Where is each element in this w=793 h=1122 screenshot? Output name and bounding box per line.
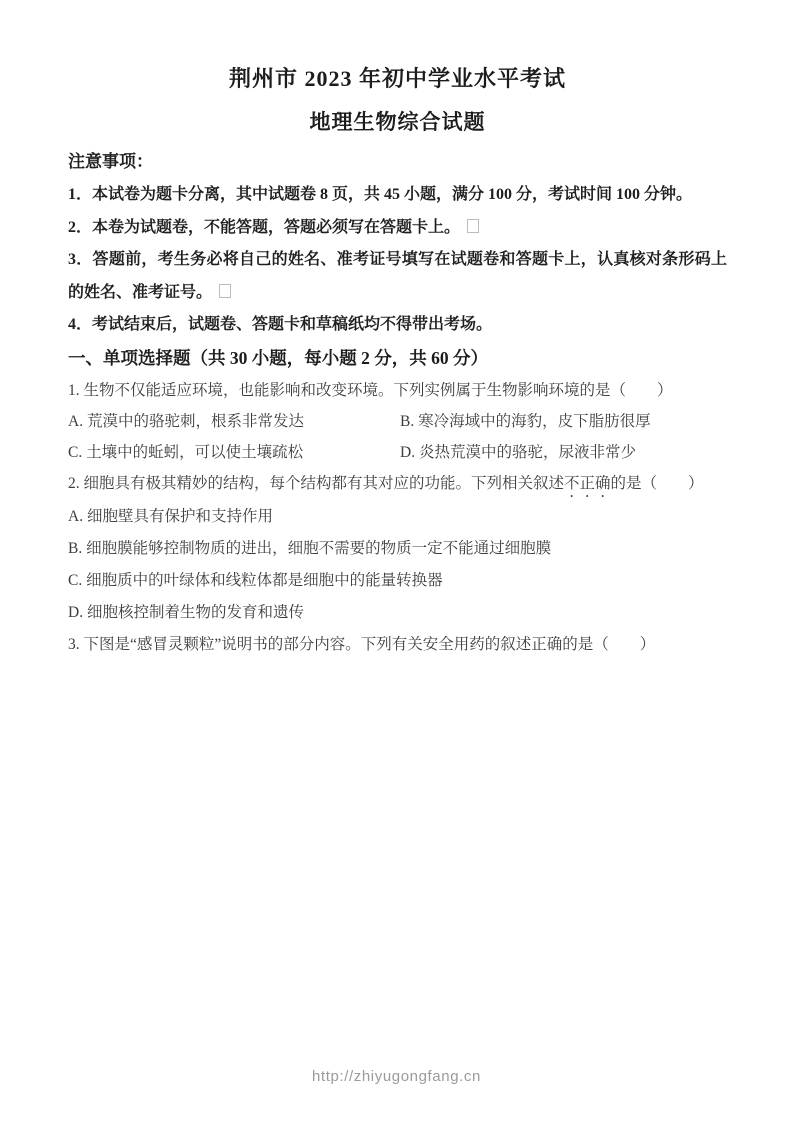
footer-url: http://zhiyugongfang.cn xyxy=(312,1068,481,1085)
notice-item-4 xyxy=(68,309,727,342)
question-2-option-b: B. 细胞膜能够控制物质的进出，细胞不需要的物质一定不能通过细胞膜 xyxy=(68,539,552,557)
question-1-options xyxy=(68,406,727,468)
notice-label: 注意事项： xyxy=(68,152,153,171)
question-1-option-c: C. 土壤中的蚯蚓，可以使土壤疏松 xyxy=(68,443,304,461)
notice-list xyxy=(68,179,727,342)
question-2-option-d: D. 细胞核控制着生物的发育和遗传 xyxy=(68,604,304,622)
exam-title: 荆州市 2023 年初中学业水平考试 xyxy=(228,66,566,91)
placeholder-box-icon xyxy=(219,284,231,298)
question-2-option-a: A. 细胞壁具有保护和支持作用 xyxy=(68,507,273,525)
notice-item-2 xyxy=(68,212,727,245)
question-2 xyxy=(68,468,727,630)
notice-item-4-text: 4．考试结束后，试题卷、答题卡和草稿纸均不得带出考场。 xyxy=(68,316,493,333)
question-2-options xyxy=(68,501,727,630)
notice-item-3 xyxy=(68,244,727,309)
question-1 xyxy=(68,375,727,468)
question-2-stem xyxy=(68,468,727,501)
question-2-stem-prefix: 2. 细胞具有极其精妙的结构，每个结构都有其对应的功能。下列相关叙述 xyxy=(68,474,565,492)
notice-item-1 xyxy=(68,179,727,212)
placeholder-box-icon xyxy=(467,219,479,233)
question-1-option-a: A. 荒漠中的骆驼刺，根系非常发达 xyxy=(68,412,304,430)
question-1-stem: 1. 生物不仅能适应环境，也能影响和改变环境。下列实例属于生物影响环境的是（ ） xyxy=(68,381,673,399)
question-1-option-b: B. 寒冷海域中的海豹，皮下脂肪很厚 xyxy=(400,412,651,430)
question-2-stem-emphasis: 不正确 xyxy=(564,474,611,492)
exam-subtitle: 地理生物综合试题 xyxy=(309,110,486,134)
notice-item-3-text: 3．答题前，考生务必将自己的姓名、准考证号填写在试题卷和答题卡上，认真核对条形码上的姓名、准考证号。 xyxy=(68,251,727,301)
section-heading-choice: 一、单项选择题（共 30 小题，每小题 2 分，共 60 分） xyxy=(68,347,488,368)
question-2-stem-suffix: 的是（ ） xyxy=(610,474,704,492)
notice-item-1-text: 1．本试卷为题卡分离，其中试题卷 8 页，共 45 小题，满分 100 分，考试时间 100 分钟。 xyxy=(68,186,693,203)
question-2-option-c: C. 细胞质中的叶绿体和线粒体都是细胞中的能量转换器 xyxy=(68,571,443,589)
footer xyxy=(0,1068,793,1086)
notice-item-2-text: 2．本卷为试题卷，不能答题，答题必须写在答题卡上。 xyxy=(68,218,461,236)
question-3 xyxy=(68,629,727,660)
question-1-option-d: D. 炎热荒漠中的骆驼，尿液非常少 xyxy=(400,443,636,461)
question-3-stem: 3. 下图是“感冒灵颗粒”说明书的部分内容。下列有关安全用药的叙述正确的是（ ） xyxy=(68,636,656,654)
